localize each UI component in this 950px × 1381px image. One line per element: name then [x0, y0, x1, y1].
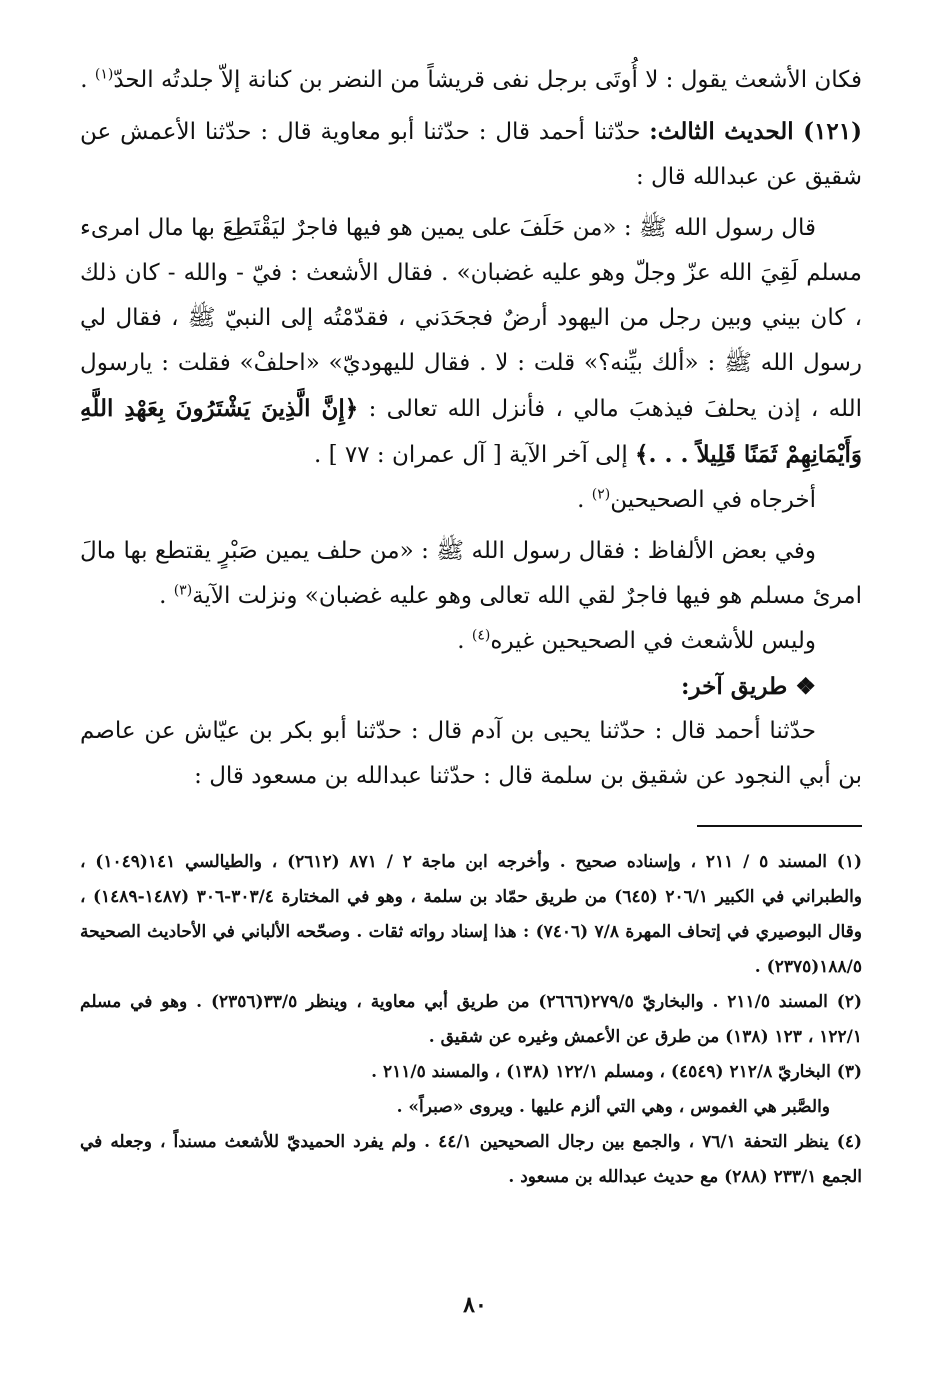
- footnote-1: (١) المسند ٥ / ٢١١ ، وإسناده صحيح . وأخرجه ابن ماجة ٢ / ٨٧١ (٢٦١٢) ، والطيالسي ١٤١(١٠٤٩) ، والطبراني في الكبير ٢٠٦/١ (٦٤٥) من طريق حمّاد بن سلمة ، وهو في المختارة ٣٠٣/٤-٣٠٦ (١٤٨٧-١٤٨٩) ، وقال البوصيري في إتحاف المهرة ٧/٨ (٧٤٠٦) : هذا إسناد رواته ثقات . وصحّحه الألباني في الأحاديث الصحيحة ١٨٨/٥(٢٣٧٥) .: [80, 852, 863, 977]
- paragraph-isnad: [80, 709, 862, 799]
- footnotes: [80, 845, 862, 1195]
- paragraph-variant: [80, 529, 862, 619]
- paragraph-text: حدّثنا أحمد قال : حدّثنا يحيى بن آدم قال : حدّثنا أبو بكر بن عيّاش عن عاصم بن أبي النجود عن شقيق بن سلمة قال : حدّثنا عبدالله بن مسعود قال :: [80, 718, 862, 789]
- matn-text: قال رسول الله ﷺ : «من حَلَفَ على يمين هو فيها فاجرٌ ليَقْتَطِعَ بها مال امرىء مسلم لَقِيَ الله عزّ وجلّ وهو عليه غضبان» . فقال الأشعث : فيّ - والله - كان ذلك ، كان بيني وبين رجل من اليهود أرضٌ فجحَدَني ، فقدّمْتُه إلى النبيّ ﷺ ، فقال لي رسول الله ﷺ : «ألك بيِّنه؟» قلت : لا . فقال لليهوديّ» «احلفْ» فقلت : يارسول الله ، إذن يحلفَ فيذهبَ مالي ، فأنزل الله تعالى :: [80, 215, 862, 422]
- paragraph-end: .: [577, 487, 592, 513]
- paragraph-text: فكان الأشعث يقول : لا أُوتَى برجل نفى قريشاً من النضر بن كنانة إلاّ جلدتُه الحدّ: [113, 67, 862, 93]
- page-number: ٨٠: [463, 1292, 487, 1318]
- footnote-ref-2: (٢): [591, 486, 611, 503]
- paragraph-text: وفي بعض الألفاظ : فقال رسول الله ﷺ : «من حلف يمين صَبْرٍ يقتطع بها مالَ امرئ مسلم هو فيها فاجرٌ لقي الله تعالى وهو عليه غضبان» ونزلت الآية: [80, 538, 862, 609]
- paragraph-note: [80, 619, 862, 664]
- paragraph-end: .: [80, 67, 95, 93]
- quran-verse: ﴿إِنَّ الَّذِينَ يَشْتَرُونَ بِعَهْدِ اللَّهِ وَأَيْمَانِهِمْ ثَمَنًا قَلِيلاً . . .﴾: [80, 395, 862, 468]
- paragraph-1: [80, 58, 862, 103]
- footnote-3: (٣) البخاريّ ٢١٢/٨ (٤٥٤٩) ، ومسلم ١٢٢/١ (١٣٨) ، والمسند ٢١١/٥ .: [371, 1062, 862, 1082]
- hadith-121-intro: [80, 109, 862, 200]
- paragraph-end: .: [457, 628, 472, 654]
- footnote-ref-3: (٣): [173, 582, 193, 599]
- hadith-text: [80, 206, 862, 478]
- hadith-number-heading: (١٢١) الحديث الثالث:: [649, 118, 862, 145]
- paragraph-text: وليس للأشعث في الصحيحين غيره: [490, 628, 816, 654]
- isnad-text: حدّثنا أحمد قال : حدّثنا أبو معاوية قال : حدّثنا الأعمش عن شقيق عن عبدالله قال :: [80, 119, 862, 190]
- paragraph-takhrij: [80, 478, 862, 523]
- footnote-ref-4: (٤): [471, 627, 491, 644]
- section-heading: ❖ طريق آخر:: [680, 673, 816, 700]
- footnote-ref-1: (١): [94, 66, 114, 83]
- footnote-2: (٢) المسند ٢١١/٥ . والبخاريّ ٢٧٩/٥(٢٦٦٦) من طريق أبي معاوية ، وينظر ٣٣/٥(٢٣٥٦) . وهو في مسلم ١٢٢/١ ، ١٢٣ (١٣٨) من طرق عن الأعمش وغيره عن شقيق .: [80, 992, 862, 1047]
- footnote-separator: [697, 825, 862, 827]
- paragraph-text: أخرجاه في الصحيحين: [610, 487, 816, 513]
- footnote-4: (٤) ينظر التحفة ٧٦/١ ، والجمع بين رجال الصحيحين ٤٤/١ . ولم يفرد الحميديّ للأشعث مسنداً ، وجعله في الجمع ٢٣٣/١ (٢٨٨) مع حديث عبدالله بن مسعود .: [80, 1132, 862, 1187]
- footnote-3-continuation: والصَّبر هي الغموس ، وهي التي ألزم عليها . ويروى «صبراً» .: [396, 1097, 830, 1117]
- paragraph-end: .: [159, 583, 174, 609]
- verse-reference: إلى آخر الآية [ آل عمران : ٧٧ ] .: [313, 442, 636, 468]
- main-text: [80, 58, 862, 799]
